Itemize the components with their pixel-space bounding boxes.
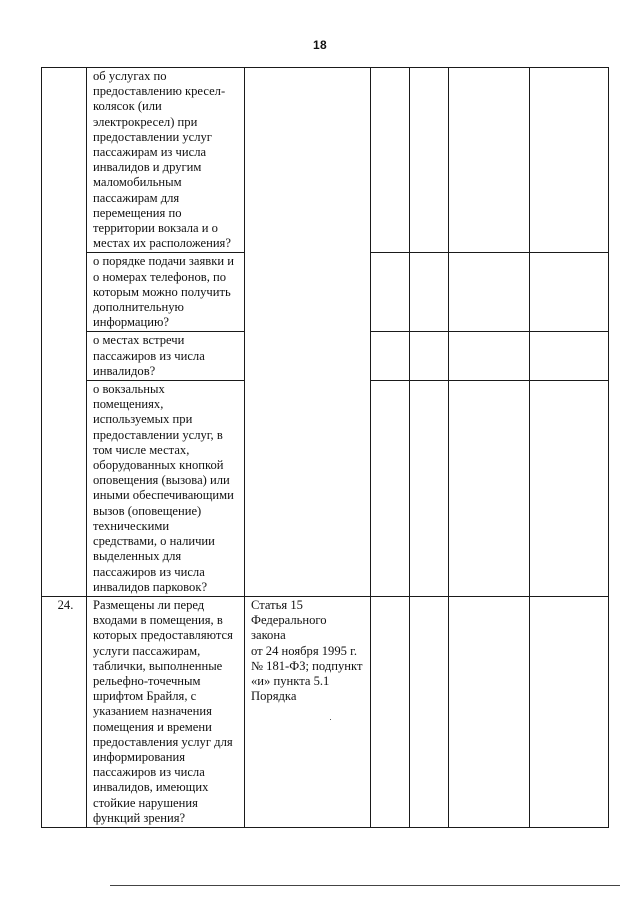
requirements-table: [41, 67, 609, 828]
text-line: функций зрения?: [93, 810, 186, 825]
text-line: перемещения по: [93, 205, 182, 220]
text-line: о вокзальных: [93, 382, 165, 397]
notes-cell: [530, 68, 609, 253]
text-line: таблички, выполненные: [93, 658, 223, 673]
text-line: иными обеспечивающими: [93, 488, 234, 503]
text-line: инвалидов?: [93, 363, 156, 378]
question-cell: [87, 596, 245, 827]
answer-yes-cell: [371, 381, 410, 597]
notes-cell: [530, 596, 609, 827]
text-line: Федерального: [251, 613, 327, 628]
text-line: колясок (или: [93, 99, 162, 114]
text-line: оборудованных кнопкой: [93, 458, 224, 473]
text-line: о номерах телефонов, по: [93, 269, 227, 284]
notes-cell: [530, 332, 609, 381]
answer-no-cell: [410, 253, 449, 332]
table-row: [42, 596, 609, 827]
text-line: оповещения (вызова) или: [93, 473, 230, 488]
text-line: закона: [251, 628, 286, 643]
scan-edge-line: [110, 885, 620, 886]
scan-speck: [330, 719, 331, 720]
text-line: информирования: [93, 749, 185, 764]
page-number-text: 18: [313, 38, 327, 52]
answer-no-cell: [410, 332, 449, 381]
text-line: техническими: [93, 518, 170, 533]
answer-no-cell: [410, 596, 449, 827]
legal-basis-cell: [245, 68, 371, 597]
legal-basis-cell: [245, 596, 371, 827]
text-line: местах их расположения?: [93, 236, 231, 251]
text-line: о местах встречи: [93, 333, 185, 348]
text-line: «и» пункта 5.1: [251, 673, 330, 688]
text-line: информацию?: [93, 315, 169, 330]
text-line: том числе местах,: [93, 442, 190, 457]
answer-yes-cell: [371, 332, 410, 381]
text-line: средствами, о наличии: [93, 534, 215, 549]
text-line: пассажирам для: [93, 190, 180, 205]
not-applicable-cell: [449, 596, 530, 827]
text-line: инвалидов и другим: [93, 160, 202, 175]
row-number-cell: [42, 596, 87, 827]
text-line: инвалидов, имеющих: [93, 780, 209, 795]
text-line: пассажиров из числа: [93, 564, 205, 579]
notes-cell: [530, 381, 609, 597]
not-applicable-cell: [449, 253, 530, 332]
answer-no-cell: [410, 381, 449, 597]
text-line: маломобильным: [93, 175, 182, 190]
text-line: стойкие нарушения: [93, 795, 198, 810]
text-line: инвалидов парковок?: [93, 579, 208, 594]
question-cell: [87, 253, 245, 332]
text-line: вызов (оповещение): [93, 503, 202, 518]
text-line: пассажиров из числа: [93, 348, 205, 363]
text-line: предоставлении услуг, в: [93, 427, 223, 442]
text-line: пассажирам из числа: [93, 145, 207, 160]
text-line: используемых при: [93, 412, 193, 427]
answer-yes-cell: [371, 253, 410, 332]
text-line: электрокресел) при: [93, 114, 198, 129]
answer-no-cell: [410, 68, 449, 253]
question-cell: [87, 332, 245, 381]
notes-cell: [530, 253, 609, 332]
text-line: территории вокзала и о: [93, 221, 218, 236]
question-cell: [87, 68, 245, 253]
text-line: от 24 ноября 1995 г.: [251, 643, 357, 658]
text-line: которым можно получить: [93, 284, 231, 299]
text-line: указанием назначения: [93, 704, 212, 719]
question-cell: [87, 381, 245, 597]
text-line: Порядка: [251, 689, 297, 704]
text-line: входами в помещения, в: [93, 613, 223, 628]
not-applicable-cell: [449, 68, 530, 253]
text-line: помещениях,: [93, 397, 164, 412]
text-line: предоставления услуг для: [93, 734, 233, 749]
text-line: об услугах по: [93, 69, 167, 83]
text-line: Статья 15: [251, 597, 303, 612]
text-line: которых предоставляются: [93, 628, 233, 643]
text-line: рельефно-точечным: [93, 673, 201, 688]
not-applicable-cell: [449, 381, 530, 597]
text-line: шрифтом Брайля, с: [93, 689, 197, 704]
text-line: Размещены ли перед: [93, 597, 205, 612]
text-line: пассажиров из числа: [93, 765, 205, 780]
text-line: дополнительную: [93, 300, 184, 315]
table-row: [42, 68, 609, 253]
answer-yes-cell: [371, 68, 410, 253]
not-applicable-cell: [449, 332, 530, 381]
answer-yes-cell: [371, 596, 410, 827]
text-line: помещения и времени: [93, 719, 212, 734]
row-number: 24.: [57, 597, 74, 612]
page-number: [0, 38, 640, 53]
row-number-cell: [42, 68, 87, 597]
text-line: предоставлении услуг: [93, 129, 212, 144]
text-line: предоставлению кресел-: [93, 84, 226, 99]
text-line: № 181-ФЗ; подпункт: [251, 658, 363, 673]
text-line: выделенных для: [93, 549, 182, 564]
text-line: о порядке подачи заявки и: [93, 254, 234, 269]
text-line: услуги пассажирам,: [93, 643, 201, 658]
